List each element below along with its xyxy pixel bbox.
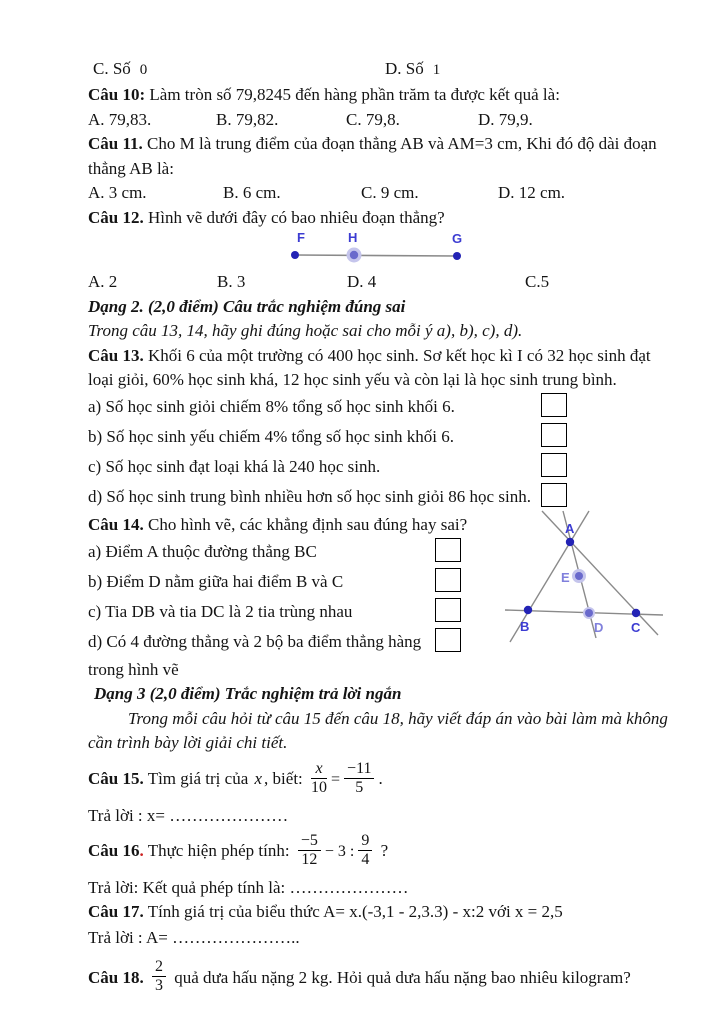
q15-frac2-den: 5 [355, 778, 364, 796]
q14-tail: trong hình vẽ [88, 659, 179, 679]
q9-options-row [88, 56, 673, 83]
q14-text: Cho hình vẽ, các khẳng định sau đúng hay sai? [147, 514, 468, 534]
q16-label: Câu 16 [88, 840, 140, 860]
q13-a-checkbox[interactable] [541, 393, 567, 417]
q12-option-c: C.5 [525, 272, 550, 292]
q13-title [88, 344, 673, 369]
q18-frac-num: 2 [152, 959, 166, 977]
q16-title [88, 831, 673, 872]
point-c-label: C [631, 619, 641, 635]
section3-heading: Dạng 3 (2,0 điểm) Trắc nghiệm trả lời ngắn [94, 684, 402, 704]
section2-heading: Dạng 2. (2,0 điểm) Câu trắc nghiệm đúng sai [88, 296, 406, 316]
q15-equals: = [331, 770, 341, 788]
q12-options [88, 270, 673, 294]
q13-item-d-text: d) Số học sinh trung bình nhiều hơn số học sinh giỏi 86 học sinh. [88, 486, 531, 506]
point-b-label: B [520, 618, 530, 634]
q16-frac2-num: 9 [358, 833, 372, 851]
q16-frac1-num: −5 [298, 833, 321, 851]
section3-instruction-line2: cần trình bày lời giải chi tiết. [88, 733, 288, 753]
q12-label: Câu 12. [88, 207, 144, 227]
point-d-dot[interactable] [585, 609, 593, 617]
segment-figure [284, 230, 474, 270]
q16-fraction1 [298, 833, 321, 868]
point-h-label: H [348, 230, 358, 246]
q10-option-b: B. 79,82. [216, 109, 279, 129]
q17-text: Tính giá trị của biểu thức A= x.(-3,1 - 2,3.3) - x:2 với x = 2,5 [147, 901, 563, 921]
point-g-label: G [452, 231, 463, 247]
q14-item-d-text: d) Có 4 đường thẳng và 2 bộ ba điểm thẳng hàng [88, 631, 422, 651]
q14-label: Câu 14. [88, 514, 144, 534]
q11-option-d: D. 12 cm. [498, 183, 566, 203]
option-d-value: 1 [432, 62, 441, 78]
q13-item-b-text: b) Số học sinh yếu chiếm 4% tổng số học sinh khối 6. [88, 426, 454, 446]
q14-c-checkbox[interactable] [435, 598, 461, 622]
option-c-label: C. Số [93, 59, 131, 78]
q18-frac-den: 3 [154, 977, 163, 995]
q14-b-checkbox[interactable] [435, 568, 461, 592]
point-c-dot[interactable] [632, 609, 640, 617]
q13-text-line2: loại giỏi, 60% học sinh khá, 12 học sinh yếu và còn lại là học sinh trung bình. [88, 370, 617, 390]
q15-lead: Tìm giá trị của [147, 768, 249, 788]
q17-title [88, 900, 673, 925]
q15-frac2-num: −11 [344, 761, 374, 779]
q13-item-c-text: c) Số học sinh đạt loại khá là 240 học sinh. [88, 456, 381, 476]
point-a-dot[interactable] [566, 538, 574, 546]
q14-a-checkbox[interactable] [435, 538, 461, 562]
q13-items [88, 393, 673, 513]
q15-title [88, 759, 673, 800]
q15-answer-line[interactable]: Trả lời : x= ………………… [88, 805, 289, 825]
point-d-label: D [594, 619, 604, 635]
q15-fraction2 [344, 761, 374, 796]
q10-option-d: D. 79,9. [478, 109, 533, 129]
q16-lead: Thực hiện phép tính: [147, 840, 290, 860]
point-b-dot[interactable] [524, 606, 532, 614]
q12-text: Hình vẽ dưới đây có bao nhiêu đoạn thẳng? [147, 207, 445, 227]
q16-fraction2 [358, 833, 372, 868]
q15-frac1-den: 10 [311, 778, 328, 796]
q11-option-a: A. 3 cm. [88, 183, 147, 203]
q16-label-dot: . [139, 840, 144, 860]
section2-instruction: Trong câu 13, 14, hãy ghi đúng hoặc sai cho mỗi ý a), b), c), d). [88, 321, 523, 341]
q17-answer-line[interactable]: Trả lời : A= ………………….. [88, 927, 300, 947]
q14-item-c-text: c) Tia DB và tia DC là 2 tia trùng nhau [88, 601, 353, 621]
q15-fraction1 [311, 761, 327, 796]
q13-label: Câu 13. [88, 345, 144, 365]
q13-item-a-text: a) Số học sinh giỏi chiếm 8% tổng số học sinh khối 6. [88, 396, 455, 416]
q16-frac1-den: 12 [301, 850, 318, 868]
q12-option-a: A. 2 [88, 272, 118, 292]
q17-label: Câu 17. [88, 901, 144, 921]
q18-fraction [152, 959, 166, 994]
q14-d-checkbox[interactable] [435, 628, 461, 652]
point-a-label: A [565, 520, 575, 536]
q15-lead2: , biết: [264, 768, 303, 788]
triangle-figure [491, 501, 701, 661]
q11-options [88, 181, 673, 205]
point-h-dot[interactable] [350, 251, 358, 259]
line-CA [542, 511, 658, 635]
q16-operator: − 3 : [324, 842, 355, 860]
option-c-value: 0 [139, 62, 148, 78]
q12-figure [284, 230, 673, 270]
point-e-label: E [561, 569, 570, 585]
q12-option-b: B. 3 [217, 272, 246, 292]
q12-option-d: D. 4 [347, 272, 377, 292]
q16-frac2-den: 4 [361, 850, 370, 868]
q14-item-a-text: a) Điểm A thuộc đường thẳng BC [88, 541, 317, 561]
q10-option-c: C. 79,8. [346, 109, 400, 129]
q13-item-c [88, 453, 673, 483]
q10-label: Câu 10: [88, 85, 146, 104]
q13-text-line1: Khối 6 của một trường có 400 học sinh. Sơ kết học kì I có 32 học sinh đạt [147, 345, 651, 365]
q18-label: Câu 18. [88, 967, 144, 987]
q9-option-d [385, 59, 441, 78]
q13-item-a [88, 393, 673, 423]
q15-label: Câu 15. [88, 768, 144, 788]
q18-title [88, 958, 673, 998]
point-f-label: F [297, 230, 305, 246]
point-f-dot[interactable] [291, 251, 299, 259]
point-g-dot[interactable] [453, 252, 461, 260]
q15-frac1-num: x [315, 759, 323, 777]
q13-b-checkbox[interactable] [541, 423, 567, 447]
q15-period: . [378, 768, 383, 788]
section3-instruction-line1: Trong mỗi câu hỏi từ câu 15 đến câu 18, hãy viết đáp án vào bài làm mà không [128, 708, 668, 728]
q11-label: Câu 11. [88, 134, 143, 153]
q18-text: quả dưa hấu nặng 2 kg. Hỏi quả dưa hấu nặng bao nhiêu kilogram? [174, 967, 631, 987]
q14-block [88, 513, 673, 682]
q10-text: Làm tròn số 79,8245 đến hàng phần trăm ta được kết quả là: [149, 85, 560, 104]
q11-option-b: B. 6 cm. [223, 183, 281, 203]
q13-item-b [88, 423, 673, 453]
q11-text-line1: Cho M là trung điểm của đoạn thẳng AB và AM=3 cm, Khi đó độ dài đoạn [147, 134, 657, 153]
option-d-label: D. Số [385, 59, 424, 78]
q11-text-line2: thẳng AB là: [88, 158, 174, 178]
q9-option-c [93, 56, 385, 83]
q12-title [88, 206, 673, 231]
q10-options [88, 108, 673, 132]
q15-variable: x [254, 768, 263, 788]
q16-answer-line[interactable]: Trả lời: Kết quả phép tính là: ………………… [88, 877, 409, 897]
point-e-dot[interactable] [575, 572, 583, 580]
q10-title [88, 83, 673, 108]
q14-item-b-text: b) Điểm D nằm giữa hai điểm B và C [88, 571, 344, 591]
q11-option-c: C. 9 cm. [361, 183, 419, 203]
segment-FG-line [295, 255, 457, 256]
q14-figure [491, 501, 701, 666]
q10-option-a: A. 79,83. [88, 109, 152, 129]
q13-c-checkbox[interactable] [541, 453, 567, 477]
q16-question-mark: ? [380, 840, 389, 860]
q11-title [88, 132, 673, 157]
